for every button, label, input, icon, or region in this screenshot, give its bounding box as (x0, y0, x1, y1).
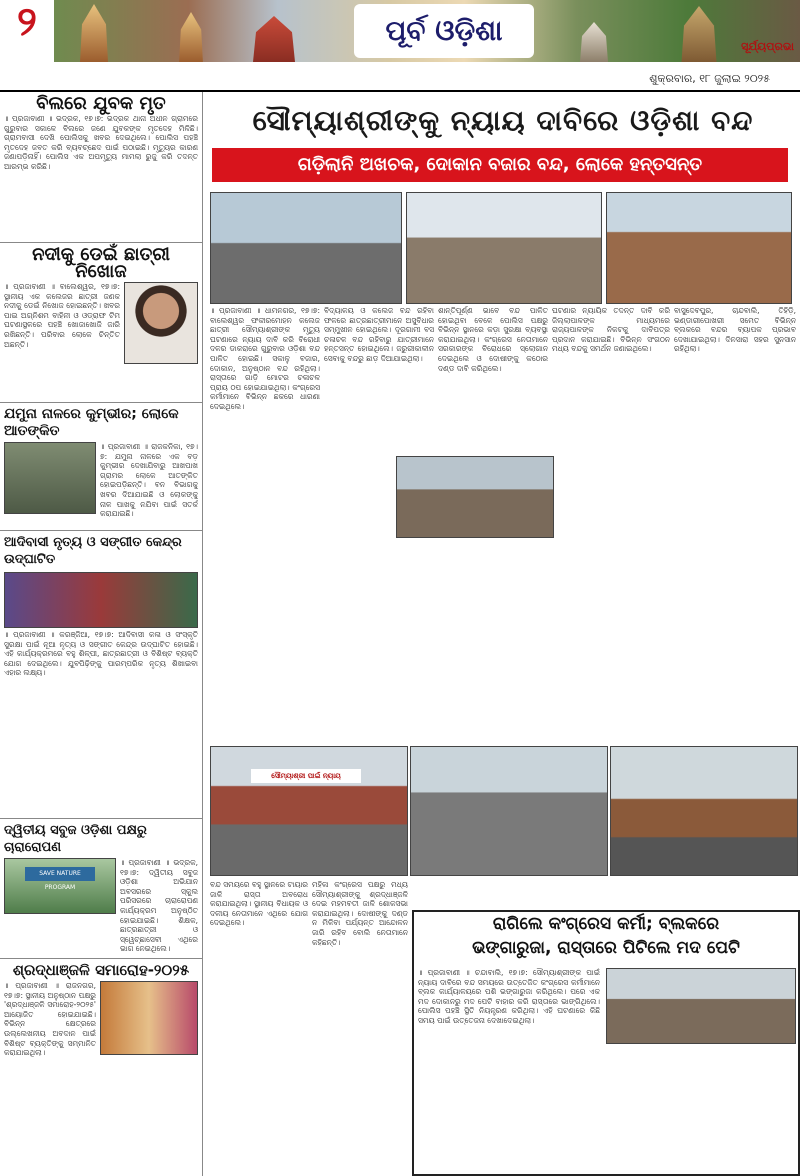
newspaper-logo: ସୂର୍ଯ୍ୟପ୍ରଭା (741, 40, 794, 53)
story-body: ॥ ପ୍ରଜାବାଣୀ ॥ ରାଜନଗର, ୧୭।୭: ସ୍ଥାନୀୟ ଅନୁଷ୍ଠାନ ପକ୍ଷରୁ 'ଶ୍ରଦ୍ଧାଞ୍ଜଳି ସମାରୋହ-୨୦୨୫' ଆୟୋଜିତ ହୋଇଯାଇଛି। ବିଭିନ୍ନ କ୍ଷେତ୍ରରେ ଉଲ୍ଲେଖନୀୟ ଅବଦାନ ପାଇଁ ବିଶିଷ୍ଟ ବ୍ୟକ୍ତିଙ୍କୁ ସମ୍ମାନିତ କରାଯାଇଥିଲା। (4, 981, 96, 1058)
dateline: ଶୁକ୍ରବାର, ୧୮ ଜୁଲାଇ ୨୦୨୫ (649, 72, 770, 85)
section-title: ପୂର୍ବ ଓଡ଼ିଶା (354, 4, 534, 58)
photo-strip (206, 746, 800, 878)
placard: ସୌମ୍ୟାଶ୍ରୀ ପାଇଁ ନ୍ୟାୟ (251, 769, 361, 783)
story-column: ଶାନ୍ତିପୂର୍ଣ୍ଣ ଭାବେ ବନ୍ଦ ପାଳିତ ହୋଇଥିବା ବେଳେ ପୋଲିସ ପକ୍ଷରୁ ବିଭିନ୍ନ ସ୍ଥାନରେ କଡ଼ା ସୁରକ୍ଷା ବ୍ୟବସ୍ଥା କରାଯାଇଥିଲା। କଂଗ୍ରେସ ନେତାମାନେ ସରକାରଙ୍କ ବିରୋଧରେ ସ୍ଲୋଗାନ ଦେଇଥିଲେ ଓ ଦୋଷୀଙ୍କୁ କଠୋର ଦଣ୍ଡ ଦାବି କରିଥିଲେ। (438, 306, 548, 373)
story-body: ॥ ପ୍ରଜାବାଣୀ ॥ କରଞ୍ଜିଆ, ୧୭।୭: ଆଦିବାସୀ କଳା ଓ ସଂସ୍କୃତି ସୁରକ୍ଷା ପାଇଁ ନୂଆ ନୃତ୍ୟ ଓ ସଙ୍ଗୀତ କେନ୍ଦ୍ର ଉଦ୍‌ଘାଟିତ ହୋଇଛି। ଏହି କାର୍ଯ୍ୟକ୍ରମରେ ବହୁ ଶିଳ୍ପୀ, ଛାତ୍ରଛାତ୍ରୀ ଓ ବିଶିଷ୍ଟ ବ୍ୟକ୍ତି ଯୋଗ ଦେଇଥିଲେ। ଯୁବପିଢ଼ିଙ୍କୁ ପାରମ୍ପରିକ ନୃତ୍ୟ ଶିଖାଇବା ଏହାର ଲକ୍ଷ୍ୟ। (4, 630, 198, 678)
sub-headline: ଗଡ଼ିଲାନି ଅଖଚକ, ଦୋକାନ ବଜାର ବନ୍ଦ, ଲୋକେ ହନ୍ତସନ୍ତ (212, 148, 788, 182)
story-body: ॥ ପ୍ରଜାବାଣୀ ॥ ଭଦ୍ରକ, ୧୭।୭: ଭଦ୍ରକ ଥାନା ଅଧୀନ ଗ୍ରାମରେ ଗୁରୁବାର ସକାଳେ ବିଲରେ ଜଣେ ଯୁବକଙ୍କ ମୃତଦେହ ମିଳିଛି। ଗ୍ରାମବାସୀ ଦେଖି ପୋଲିସକୁ ଖବର ଦେଇଥିଲେ। ପୋଲିସ ପହଞ୍ଚି ମୃତଦେହ ଜବତ କରି ବ୍ୟବଚ୍ଛେଦ ପାଇଁ ପଠାଇଛି। ମୃତ୍ୟୁର କାରଣ ଜଣାପଡ଼ିନାହିଁ। ପୋଲିସ ଏକ ଅପମୃତ୍ୟୁ ମାମଲା ରୁଜୁ କରି ତଦନ୍ତ ଆରମ୍ଭ କରିଛି। (4, 114, 198, 171)
student-photo (124, 282, 198, 364)
story-body: ॥ ପ୍ରଜାବାଣୀ ॥ ଚନ୍ଦାବାଲି, ୧୭।୭: ସୌମ୍ୟାଶ୍ରୀଙ୍କ ପାଇଁ ନ୍ୟାୟ ଦାବିରେ ବନ୍ଦ ସମୟରେ ଉତ୍ତେଜିତ କଂଗ୍ରେସ କର୍ମୀମାନେ ବ୍ଲକ କାର୍ଯ୍ୟାଳୟରେ ପଶି ଭଙ୍ଗାରୁଜା କରିଥିଲେ। ପରେ ଏକ ମଦ ଦୋକାନରୁ ମଦ ପେଟି ବାହାର କରି ରାସ୍ତାରେ ଭାଙ୍ଗିଥିଲେ। ପୋଲିସ ପହଞ୍ଚି ସ୍ଥିତି ନିୟନ୍ତ୍ରଣ କରିଥିଲା। ଏହି ଘଟଣାରେ କିଛି ସମୟ ପାଇଁ ଉତ୍ତେଜନା ଦେଖାଦେଇଥିଲା। (418, 968, 600, 1025)
story-column: ବନ୍ଦ ସମୟରେ ବହୁ ସ୍ଥାନରେ ଟାୟାର ଜାଳି ରାସ୍ତା ଅବରୋଧ କରାଯାଇଥିଲା। ସ୍ଥାନୀୟ ବିଧାୟକ ଓ ଦଳୀୟ ନେତାମାନେ ଏଥିରେ ଯୋଗ ଦେଇଥିଲେ। (210, 880, 308, 928)
rally-photo (210, 746, 408, 876)
bandh-photo (210, 192, 402, 304)
story-column: ମହିଳା କଂଗ୍ରେସ ପକ୍ଷରୁ ମଧ୍ୟ ସୌମ୍ୟାଶ୍ରୀଙ୍କୁ ଶ୍ରଦ୍ଧାଞ୍ଜଳି ଦେଇ ମହମବତୀ ଜାଳି ଶୋକସଭା କରାଯାଇଥିଲା। ଦୋଷୀଙ୍କୁ ଦଣ୍ଡ ନ ମିଳିବା ପର୍ଯ୍ୟନ୍ତ ଆନ୍ଦୋଳନ ଜାରି ରହିବ ବୋଲି ନେତାମାନେ କହିଛନ୍ତି। (312, 880, 408, 947)
story-headline: ଯମୁନା ନାଳରେ କୁମ୍ଭୀର; ଲୋକେ ଆତଙ୍କିତ (0, 402, 202, 442)
story-block (0, 282, 202, 402)
protest-photo (396, 456, 554, 538)
left-column (0, 92, 203, 1176)
banner-sign: SAVE NATURE PROGRAM (25, 867, 95, 881)
archway-illustration (244, 16, 304, 62)
story-column: ॥ ପ୍ରଜାବାଣୀ ॥ ଧାମନଗର, ୧୭।୭: ବାଲେଶ୍ୱର ଫକୀରମୋହନ କଲେଜ ଛାତ୍ରୀ ସୌମ୍ୟାଶ୍ରୀଙ୍କ ମୃତ୍ୟୁ ଘଟଣାରେ ନ୍ୟାୟ ଦାବି କରି ବିରୋଧୀ ଦଳର ଡାକରାରେ ଗୁରୁବାର ଓଡ଼ିଶା ବନ୍ଦ ପାଳିତ ହୋଇଛି। ସକାଳୁ ବଜାର, ଦୋକାନ, ଅନୁଷ୍ଠାନ ବନ୍ଦ ରହିଥିଲା। ରାସ୍ତାରେ ଗାଡ଼ି ମୋଟର ଚଳାଚଳ ପ୍ରାୟ ଠପ ହୋଇଯାଇଥିଲା। କଂଗ୍ରେସ କର୍ମୀମାନେ ବିଭିନ୍ନ ଛକରେ ଧାରଣା ଦେଇଥିଲେ। (210, 306, 320, 411)
story-column: ବାସୁଦେବପୁର, ଚାନ୍ଦବାଲି, ତିହିଡ଼ି, ଭଣ୍ଡାରୀପୋଖରୀ ସମେତ ବିଭିନ୍ନ ବ୍ଲକରେ ବନ୍ଦର ବ୍ୟାପକ ପ୍ରଭାବ ଦେଖାଯାଇଥିଲା। ଦିନସାରା ସହର ସୁନସାନ ରହିଥିଲା। (674, 306, 796, 354)
story-body: ॥ ପ୍ରଜାବାଣୀ ॥ ରାଜକନିକା, ୧୭।୭: ଯମୁନା ନାଳରେ ଏକ ବଡ଼ କୁମ୍ଭୀର ଦେଖାଯିବାରୁ ଆଖପାଖ ଗ୍ରାମର ଲୋକେ ଆତଙ୍କିତ ହୋଇପଡ଼ିଛନ୍ତି। ବନ ବିଭାଗକୁ ଖବର ଦିଆଯାଇଛି ଓ ଲୋକଙ୍କୁ ନାଳ ପାଖକୁ ନଯିବା ପାଇଁ ସତର୍କ କରାଯାଇଛି। (100, 442, 198, 519)
box-headline (414, 912, 798, 964)
bandh-photo (406, 192, 602, 304)
story-block (0, 981, 202, 1101)
temple-illustration (74, 4, 114, 62)
story-box (412, 910, 800, 1176)
story-block (0, 858, 202, 958)
story-headline: ବିଲରେ ଯୁବକ ମୃତ (36, 93, 166, 114)
dance-centre-photo (4, 572, 198, 628)
masthead-banner (54, 0, 800, 62)
story-column: ଘଟଣାର ନ୍ୟାୟିକ ତଦନ୍ତ ଦାବି କରି ଜିଲ୍ଲାପାଳଙ୍କ ମାଧ୍ୟମରେ ରାଜ୍ୟପାଳଙ୍କ ନିକଟକୁ ଦାବିପତ୍ର ପ୍ରଦାନ କରାଯାଇଛି। ବିଭିନ୍ନ ସଂଗଠନ ମଧ୍ୟ ବନ୍ଦକୁ ସମର୍ଥନ ଜଣାଇଥିଲେ। (552, 306, 670, 354)
page-number: ୨ (17, 0, 37, 45)
story-headline: ଆଦିବାସୀ ନୃତ୍ୟ ଓ ସଙ୍ଗୀତ କେନ୍ଦ୍ର ଉଦ୍‌ଘାଟିତ (0, 530, 202, 570)
main-headline: ସୌମ୍ୟାଶ୍ରୀଙ୍କୁ ନ୍ୟାୟ ଦାବିରେ ଓଡ଼ିଶା ବନ୍ଦ (252, 104, 754, 137)
story-headline: ଶ୍ରଦ୍ଧାଞ୍ଜଳି ସମାରୋହ-୨୦୨୫ (0, 958, 202, 981)
plantation-photo (4, 858, 116, 914)
canal-photo (4, 442, 96, 514)
temple-illustration (174, 12, 208, 62)
sit-in-photo (410, 746, 608, 876)
story-body: ॥ ପ୍ରଜାବାଣୀ ॥ ବାଲେଶ୍ୱର, ୧୭।୭: ସ୍ଥାନୀୟ ଏକ କଲେଜର ଛାତ୍ରୀ ଜଣକ ନଦୀକୁ ଡେଇଁ ନିଖୋଜ ହୋଇଛନ୍ତି। ଖବର ପାଇ ଅଗ୍ନିଶମ ବାହିନୀ ଓ ଓଡ୍ରାଫ ଟିମ ଘଟଣାସ୍ଥଳରେ ପହଞ୍ଚି ଖୋଜାଖୋଜି ଜାରି ରଖିଛନ୍ତି। ପରିବାର ଲୋକେ ଚିନ୍ତିତ ଅଛନ୍ତି। (4, 282, 120, 349)
story-headline: ନଦୀକୁ ଡେଇଁ ଛାତ୍ରୀ ନିଖୋଜ (0, 242, 202, 282)
story-block (0, 442, 202, 530)
blockade-photo (610, 746, 798, 876)
story-body: ॥ ପ୍ରଜାବାଣୀ ॥ ଭଦ୍ରକ, ୧୭।୭: ଦ୍ୱିତୀୟ ସବୁଜ ଓଡ଼ିଶା ଅଭିଯାନ ଅବସରରେ ସ୍କୁଲ ପରିସରରେ ଚାରାରୋପଣ କାର୍ଯ୍ୟକ୍ରମ ଅନୁଷ୍ଠିତ ହୋଇଯାଇଛି। ଶିକ୍ଷକ, ଛାତ୍ରଛାତ୍ରୀ ଓ ସ୍ୱେଚ୍ଛାସେବୀ ଏଥିରେ ଭାଗ ନେଇଥିଲେ। (120, 858, 198, 954)
box-headline-line: ରାଗିଲେ କଂଗ୍ରେସ କର୍ମୀ; ବ୍ଲକରେ (492, 914, 720, 934)
story-column: ବିଦ୍ୟାଳୟ ଓ କଲେଜ ବନ୍ଦ ରହିବା ଫଳରେ ଛାତ୍ରଛାତ୍ରୀମାନେ ଅସୁବିଧାର ସମ୍ମୁଖୀନ ହୋଇଥିଲେ। ଦୂରଗାମୀ ବସ ଚଳାଚଳ ବନ୍ଦ ରହିବାରୁ ଯାତ୍ରୀମାନେ ହନ୍ତସନ୍ତ ହୋଇଥିଲେ। ଜରୁରୀକାଳୀନ ସେବାକୁ ବନ୍ଦରୁ ଛାଡ଼ ଦିଆଯାଇଥିଲା। (324, 306, 434, 363)
story-headline: ଦ୍ୱିତୀୟ ସବୁଜ ଓଡ଼ିଶା ପକ୍ଷରୁ ଚାରାରୋପଣ (0, 818, 202, 858)
bandh-photo (606, 192, 792, 304)
vandalism-photo (606, 968, 796, 1044)
felicitation-photo (100, 981, 198, 1055)
box-headline-line: ଭଙ୍ଗାରୁଜା, ରାସ୍ତାରେ ପିଟିଲେ ମଦ ପେଟି (472, 938, 740, 958)
rock-illustration (574, 22, 614, 62)
monument-illustration (674, 6, 724, 62)
main-story-columns (206, 306, 800, 746)
